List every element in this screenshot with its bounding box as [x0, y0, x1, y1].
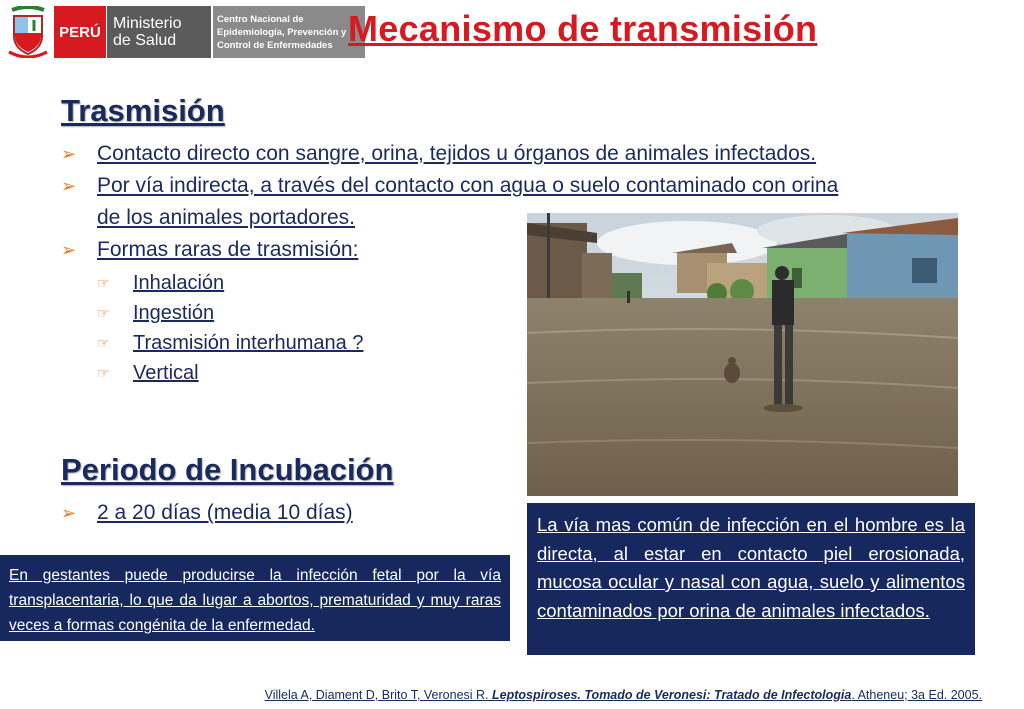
peru-coat-of-arms-icon — [6, 6, 50, 58]
sub-list-item — [97, 268, 497, 298]
pointing-hand-icon: ☞ — [97, 275, 110, 291]
institution-logo-bar — [6, 6, 365, 58]
list-item-text: Contacto directo con sangre, orina, tejidos u órganos de animales infectados. — [97, 142, 817, 165]
slide-title: Mecanismo de transmisión — [348, 8, 818, 49]
sub-list-item — [97, 298, 497, 328]
arrow-bullet-icon: ➢ — [61, 144, 77, 164]
list-item — [61, 497, 501, 529]
sub-list-item-text: Ingestión — [133, 302, 215, 324]
rare-forms-list — [97, 268, 497, 388]
sub-list-item-text: Vertical — [133, 362, 199, 384]
center-line-1: Centro Nacional de — [217, 13, 304, 25]
sub-list-item — [97, 328, 497, 358]
center-line-3: Control de Enfermedades — [217, 39, 333, 51]
sub-list-item-text: Trasmisión interhumana ? — [133, 332, 364, 354]
list-item-text: Por vía indirecta, a través del contacto con agua o suelo contaminado con orina — [97, 174, 839, 197]
ministry-line-2: de Salud — [113, 32, 177, 49]
pointing-hand-icon: ☞ — [97, 305, 110, 321]
center-label — [211, 6, 365, 58]
pointing-hand-icon: ☞ — [97, 365, 110, 381]
transmission-heading: Trasmisión — [61, 93, 225, 128]
incubation-list — [61, 497, 501, 529]
list-item-text: 2 a 20 días (media 10 días) — [97, 501, 353, 524]
pointing-hand-icon: ☞ — [97, 335, 110, 351]
list-item-text: Formas raras de trasmisión: — [97, 238, 359, 261]
citation — [265, 688, 982, 702]
common-route-note: La vía mas común de infección en el hombre es la directa, al estar en contacto piel erosionada, mucosa ocular y nasal con agua, suelo y alimentos contaminados por orina de animales infectados. — [527, 503, 975, 655]
sub-list-item-text: Inhalación — [133, 272, 225, 294]
arrow-bullet-icon: ➢ — [61, 176, 77, 196]
center-line-2: Epidemiología, Prevención y — [217, 26, 347, 38]
list-item — [61, 138, 1001, 170]
pregnancy-note: En gestantes puede producirse la infección fetal por la vía transplacentaria, lo que da lugar a abortos, prematuridad y muy raras veces a formas congénita de la enfermedad. — [0, 555, 510, 641]
flooded-street-photo — [527, 213, 958, 496]
ministry-label — [106, 6, 211, 58]
sub-list-item — [97, 358, 497, 388]
incubation-heading: Periodo de Incubación — [61, 452, 394, 487]
ministry-line-1: Ministerio — [113, 15, 182, 32]
list-item-text: de los animales portadores. — [97, 206, 355, 229]
peru-label: PERÚ — [54, 6, 106, 58]
citation-authors: Villela A, Diament D, Brito T, Veronesi R. — [264, 688, 492, 702]
flooded-street-illustration — [527, 213, 958, 496]
citation-edition: . Atheneu; 3a Ed. 2005. — [851, 688, 982, 702]
list-item — [61, 170, 1001, 202]
arrow-bullet-icon: ➢ — [61, 503, 77, 523]
arrow-bullet-icon: ➢ — [61, 240, 77, 260]
citation-work: Leptospiroses. Tomado de Veronesi: Tratado de Infectologia — [492, 688, 852, 702]
